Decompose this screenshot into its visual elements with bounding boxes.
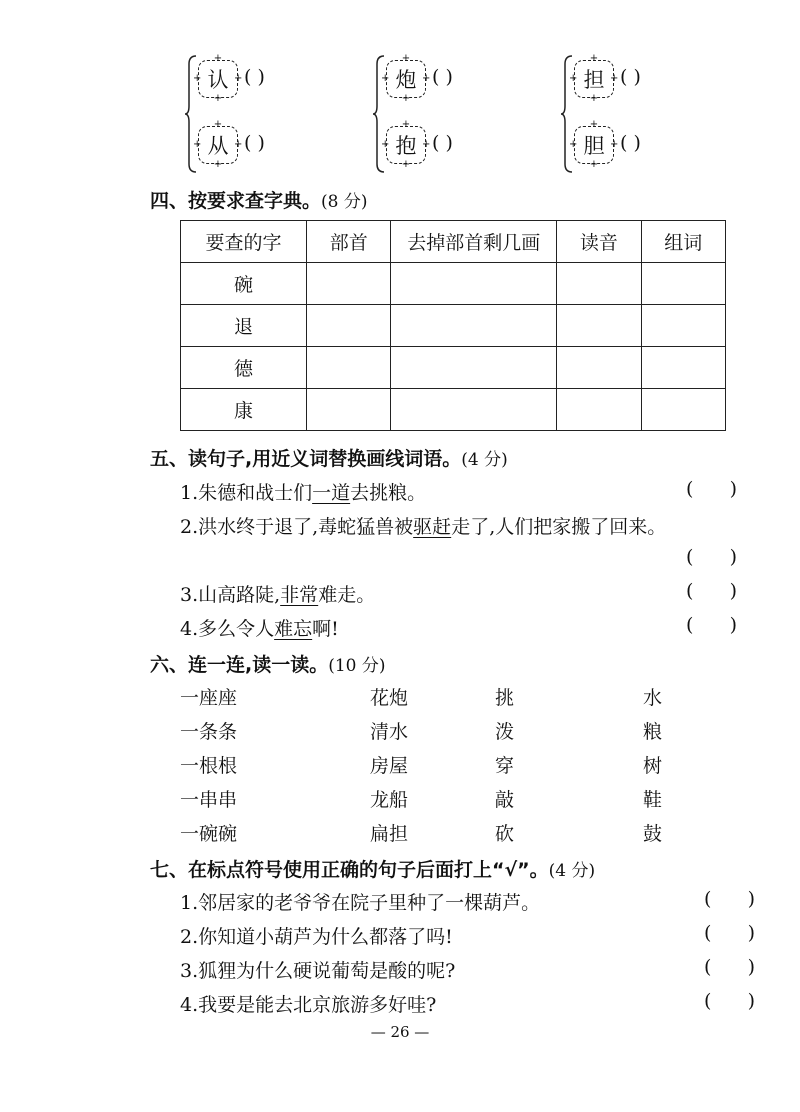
match-word[interactable]: 一座座 — [180, 687, 238, 709]
blank-cell[interactable] — [391, 263, 557, 305]
section-6-heading — [150, 650, 386, 677]
table-row — [181, 347, 726, 389]
match-word[interactable]: 扁担 — [370, 823, 409, 845]
underlined-word: 非常 — [280, 584, 319, 606]
header-cell: 读音 — [557, 221, 641, 263]
grid-tick: + — [589, 119, 599, 130]
blank-cell[interactable] — [391, 347, 557, 389]
section-5-heading — [150, 444, 508, 471]
table-row — [181, 305, 726, 347]
section-4-title: 四、按要求查字典。 — [150, 190, 322, 212]
blank-cell[interactable] — [307, 389, 391, 431]
grid-tick: + — [213, 119, 223, 130]
section-7-item: 1.邻居家的老爷爷在院子里种了一棵葫芦。 — [180, 892, 541, 914]
match-word[interactable]: 鞋 — [643, 789, 663, 811]
section-7-item: 3.狐狸为什么硬说葡萄是酸的呢? — [180, 960, 456, 982]
blank-cell[interactable] — [307, 263, 391, 305]
section-7-title: 七、在标点符号使用正确的句子后面打上“√”。 — [150, 859, 549, 881]
character: 担 — [583, 68, 605, 92]
section-4-heading — [150, 186, 368, 213]
grid-tick: + — [213, 159, 223, 170]
match-word[interactable]: 敲 — [495, 789, 515, 811]
match-word[interactable]: 一条条 — [180, 721, 238, 743]
check-blank[interactable]: ( ) — [704, 922, 756, 944]
table-row — [181, 389, 726, 431]
check-blank[interactable]: ( ) — [704, 956, 756, 978]
match-word[interactable]: 鼓 — [643, 823, 663, 845]
blank-cell[interactable] — [307, 347, 391, 389]
grid-tick: + — [213, 93, 223, 104]
grid-tick: + — [193, 139, 202, 150]
match-word[interactable]: 龙船 — [370, 789, 409, 811]
grid-tick: + — [610, 139, 619, 150]
grid-tick: + — [589, 93, 599, 104]
answer-blank[interactable]: ( ) — [244, 66, 265, 88]
blank-cell[interactable] — [641, 347, 725, 389]
character: 胆 — [583, 134, 605, 158]
page-number: — 26 — — [370, 1023, 430, 1041]
answer-blank[interactable]: ( ) — [620, 66, 641, 88]
grid-tick: + — [234, 139, 243, 150]
character-box — [381, 53, 431, 104]
match-word[interactable]: 一根根 — [180, 755, 238, 777]
grid-tick: + — [213, 53, 223, 64]
header-cell: 去掉部首剩几画 — [391, 221, 557, 263]
match-word[interactable]: 一串串 — [180, 789, 238, 811]
blank-cell[interactable] — [557, 347, 641, 389]
underlined-word: 一道 — [312, 482, 351, 504]
blank-cell[interactable] — [641, 263, 725, 305]
grid-tick: + — [401, 119, 411, 130]
section-6-score: (10 分) — [328, 656, 386, 676]
section-5-score: (4 分) — [461, 450, 508, 470]
character-box — [381, 119, 431, 170]
character-box — [193, 119, 243, 170]
section-5-item-2: 2.洪水终于退了,毒蛇猛兽被驱赶走了,人们把家搬了回来。 — [180, 516, 667, 538]
blank-cell[interactable] — [557, 389, 641, 431]
match-word[interactable]: 清水 — [370, 721, 409, 743]
grid-tick: + — [610, 73, 619, 84]
grid-tick: + — [569, 139, 578, 150]
grid-tick: + — [401, 159, 411, 170]
character: 认 — [207, 68, 229, 92]
section-5-item-1: 1.朱德和战士们一道去挑粮。 — [180, 482, 427, 504]
section-7-heading — [150, 855, 595, 882]
table-row — [181, 263, 726, 305]
match-word[interactable]: 泼 — [495, 721, 515, 743]
section-7-item: 4.我要是能去北京旅游多好哇? — [180, 994, 437, 1016]
character: 从 — [207, 134, 229, 158]
answer-blank[interactable]: ( ) — [686, 478, 738, 500]
blank-cell[interactable] — [641, 305, 725, 347]
grid-tick: + — [401, 53, 411, 64]
grid-tick: + — [589, 159, 599, 170]
section-5-title: 五、读句子,用近义词替换画线词语。 — [150, 448, 462, 470]
answer-blank[interactable]: ( ) — [432, 66, 453, 88]
grid-tick: + — [589, 53, 599, 64]
answer-blank[interactable]: ( ) — [432, 132, 453, 154]
match-word[interactable]: 粮 — [643, 721, 663, 743]
grid-tick: + — [422, 73, 431, 84]
match-word[interactable]: 水 — [643, 687, 663, 709]
blank-cell[interactable] — [641, 389, 725, 431]
match-word[interactable]: 房屋 — [370, 755, 409, 777]
match-word[interactable]: 砍 — [495, 823, 515, 845]
header-cell: 组词 — [641, 221, 725, 263]
grid-tick: + — [401, 93, 411, 104]
answer-blank[interactable]: ( ) — [686, 546, 738, 568]
section-7-score: (4 分) — [548, 861, 596, 881]
brace-mark — [184, 54, 198, 174]
character: 炮 — [395, 68, 417, 92]
answer-blank[interactable]: ( ) — [686, 614, 738, 636]
blank-cell[interactable] — [557, 263, 641, 305]
section-6-title: 六、连一连,读一读。 — [150, 654, 329, 676]
table-header-row — [181, 221, 726, 263]
blank-cell[interactable] — [557, 305, 641, 347]
blank-cell[interactable] — [391, 389, 557, 431]
lookup-char: 康 — [181, 389, 307, 431]
character-box — [569, 53, 619, 104]
grid-tick: + — [422, 139, 431, 150]
section-5-item-3: 3.山高路陡,非常难走。 — [180, 584, 376, 606]
underlined-word: 驱赶 — [413, 516, 452, 538]
match-word[interactable]: 树 — [643, 755, 663, 777]
grid-tick: + — [193, 73, 202, 84]
underlined-word: 难忘 — [274, 618, 313, 640]
section-5-item-4: 4.多么令人难忘啊! — [180, 618, 339, 640]
check-blank[interactable]: ( ) — [704, 888, 756, 910]
grid-tick: + — [234, 73, 243, 84]
character-box — [569, 119, 619, 170]
match-word[interactable]: 穿 — [495, 755, 515, 777]
lookup-char: 德 — [181, 347, 307, 389]
brace-mark — [560, 54, 574, 174]
answer-blank[interactable]: ( ) — [244, 132, 265, 154]
check-blank[interactable]: ( ) — [704, 990, 756, 1012]
grid-tick: + — [381, 139, 390, 150]
dictionary-table — [180, 220, 726, 431]
match-word[interactable]: 挑 — [495, 687, 515, 709]
lookup-char: 碗 — [181, 263, 307, 305]
blank-cell[interactable] — [391, 305, 557, 347]
match-word[interactable]: 花炮 — [370, 687, 409, 709]
grid-tick: + — [381, 73, 390, 84]
header-cell: 要查的字 — [181, 221, 307, 263]
blank-cell[interactable] — [307, 305, 391, 347]
grid-tick: + — [569, 73, 578, 84]
answer-blank[interactable]: ( ) — [620, 132, 641, 154]
match-word[interactable]: 一碗碗 — [180, 823, 238, 845]
brace-mark — [372, 54, 386, 174]
answer-blank[interactable]: ( ) — [686, 580, 738, 602]
lookup-char: 退 — [181, 305, 307, 347]
section-7-item: 2.你知道小葫芦为什么都落了吗! — [180, 926, 453, 948]
header-cell: 部首 — [307, 221, 391, 263]
character: 抱 — [395, 134, 417, 158]
section-4-score: (8 分) — [321, 192, 368, 212]
character-box — [193, 53, 243, 104]
